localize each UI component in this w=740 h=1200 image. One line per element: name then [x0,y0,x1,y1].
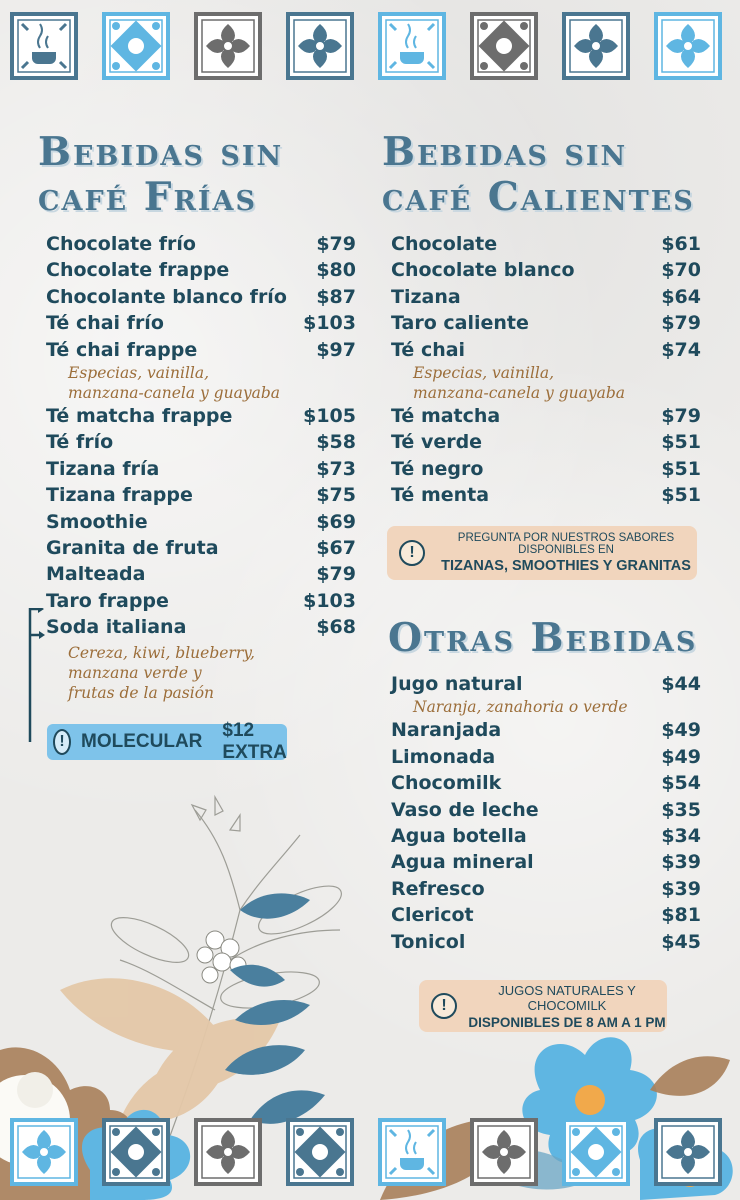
menu-item-name: Chocolate blanco [391,259,575,282]
menu-item-name: Chocolate [391,233,498,255]
menu-item-name: Té chai frío [46,312,164,335]
menu-item-name: Tizana frappe [46,484,193,507]
menu-item-price: $80 [316,259,356,282]
menu-item-price: $70 [661,259,701,282]
menu-item [391,257,701,283]
section-title-hot [382,130,695,220]
menu-item-price: $58 [316,431,356,454]
title-line: Bebidas sin [382,129,628,175]
menu-item-name: Taro frappe [46,589,169,612]
menu-item-name: Té chai [391,338,466,361]
menu-item-name: Vaso de leche [391,798,539,821]
menu-item-price: $103 [303,312,356,335]
menu-item [391,310,701,336]
menu-item-price: $68 [316,616,356,639]
menu-item-price: $79 [661,312,701,335]
menu-item [46,284,356,310]
menu-item [46,429,356,455]
menu-item-price: $51 [661,484,701,507]
menu-item-name: Refresco [391,877,485,900]
menu-item-name: Té negro [391,457,484,480]
menu-item [46,535,356,561]
note-line: Especias, vainilla, [413,364,555,383]
item-description [46,643,356,703]
menu-item-name: Malteada [46,563,146,586]
decorative-tile [196,14,260,78]
decorative-tile-border-top [0,6,740,86]
alert-icon: ! [431,993,457,1019]
menu-item [46,403,356,429]
menu-item-name: Chocolante blanco frío [46,285,287,308]
molecular-badge [47,720,287,763]
note-line: Especias, vainilla, [68,364,210,383]
alert-icon: ! [53,729,71,755]
menu-item-price: $79 [316,233,356,255]
menu-item [46,231,356,257]
item-description [391,697,701,717]
decorative-tile [12,1120,76,1184]
menu-item-name: Agua mineral [391,851,534,874]
title-line: Bebidas sin [38,129,284,175]
menu-item-name: Jugo natural [391,673,523,695]
menu-item [391,337,701,363]
menu-item-name: Limonada [391,745,496,768]
menu-item-name: Smoothie [46,510,148,533]
menu-item-name: Té verde [391,431,483,454]
menu-item [391,671,701,697]
menu-item-price: $54 [661,772,701,795]
decorative-tile [472,14,536,78]
decorative-tile [380,14,444,78]
menu-item-price: $74 [661,338,701,361]
menu-item-name: Té frío [46,431,114,454]
decorative-tile [288,1120,352,1184]
item-description [391,363,701,403]
menu-item-name: Tizana [391,285,461,308]
decorative-tile [564,1120,628,1184]
menu-item-price: $79 [316,563,356,586]
notice-text [435,532,697,574]
menu-item [391,231,701,257]
menu-item-price: $45 [661,930,701,953]
menu-item-name: Té matcha [391,405,501,428]
menu-item [46,310,356,336]
menu-item-name: Taro caliente [391,312,529,335]
molecular-label: MOLECULAR [81,731,203,752]
title-line: café Calientes [382,174,695,220]
menu-item-price: $97 [316,338,356,361]
menu-item-price: $75 [316,484,356,507]
menu-item-name: Té matcha frappe [46,405,233,428]
menu-item-name: Chocolate frío [46,233,196,255]
menu-item-name: Té chai frappe [46,338,198,361]
note-line: manzana-canela y guayaba [68,384,280,403]
decorative-tile [288,14,352,78]
menu-item [391,284,701,310]
item-description [46,363,356,403]
menu-list-hot [391,231,701,509]
decorative-tile [656,14,720,78]
menu-item [46,561,356,587]
note-line: Naranja, zanahoria o verde [413,698,628,717]
menu-item-price: $103 [303,589,356,612]
menu-item [46,509,356,535]
decorative-tile [472,1120,536,1184]
section-title-cold [38,130,283,220]
menu-item-price: $39 [661,851,701,874]
decorative-tile [564,14,628,78]
note-line: frutas de la pasión [68,683,215,702]
notice-line: JUGOS NATURALES Y CHOCOMILK [498,982,636,1013]
notice-line: PREGUNTA POR NUESTROS SABORES DISPONIBLES EN [457,532,675,556]
menu-item-name: Tonicol [391,930,466,953]
menu-item-price: $61 [661,233,701,255]
decorative-tile [12,14,76,78]
decorative-tile [380,1120,444,1184]
menu-item-price: $64 [661,285,701,308]
menu-item-price: $69 [316,510,356,533]
note-line: manzana-canela y guayaba [413,384,625,403]
bracket-arrow-icon [26,608,46,742]
menu-item [46,337,356,363]
decorative-tile-border-bottom [0,1112,740,1192]
menu-item-name: Chocolate frappe [46,259,230,282]
menu-item [46,482,356,508]
menu-item-name: Té menta [391,484,490,507]
menu-item [391,717,701,743]
menu-item-name: Agua botella [391,825,527,848]
menu-item-price: $51 [661,431,701,454]
menu-item [391,456,701,482]
note-line: manzana verde y [68,663,202,682]
title-line: Otras Bebidas [388,615,698,661]
decorative-tile [104,1120,168,1184]
section-title-other [388,616,697,661]
menu-item-name: Soda italiana [46,616,187,639]
alert-icon: ! [399,540,425,566]
menu-item-price: $81 [661,904,701,927]
menu-item [46,614,356,640]
menu-item-price: $39 [661,877,701,900]
menu-item-name: Clericot [391,904,474,927]
menu-item-price: $105 [303,405,356,428]
menu-item [46,456,356,482]
notice-line: TIZANAS, SMOOTHIES Y GRANITAS [441,558,691,574]
decorative-tile [104,14,168,78]
menu-item [391,482,701,508]
menu-item-name: Naranjada [391,719,502,742]
menu-item-price: $73 [316,457,356,480]
notice-flavors [387,526,697,580]
menu-item-price: $44 [661,673,701,695]
decorative-tile [196,1120,260,1184]
menu-item-price: $34 [661,825,701,848]
molecular-price: $12 EXTRA [222,720,287,763]
menu-item-name: Granita de fruta [46,537,219,560]
menu-item [391,429,701,455]
title-line: café Frías [38,174,257,220]
menu-item-price: $51 [661,457,701,480]
menu-item-name: Chocomilk [391,772,502,795]
menu-item [46,588,356,614]
menu-item-price: $49 [661,745,701,768]
notice-line: DISPONIBLES DE 8 AM A 1 PM [468,1014,666,1030]
decorative-tile [656,1120,720,1184]
menu-item-price: $79 [661,405,701,428]
menu-item-price: $67 [316,537,356,560]
menu-item [391,403,701,429]
menu-list-cold [46,231,356,703]
menu-item [46,257,356,283]
menu-item-price: $49 [661,719,701,742]
note-line: Cereza, kiwi, blueberry, [68,643,255,662]
menu-item-price: $35 [661,798,701,821]
menu-item-name: Tizana fría [46,457,160,480]
menu-item-price: $87 [316,285,356,308]
menu-item [391,744,701,770]
